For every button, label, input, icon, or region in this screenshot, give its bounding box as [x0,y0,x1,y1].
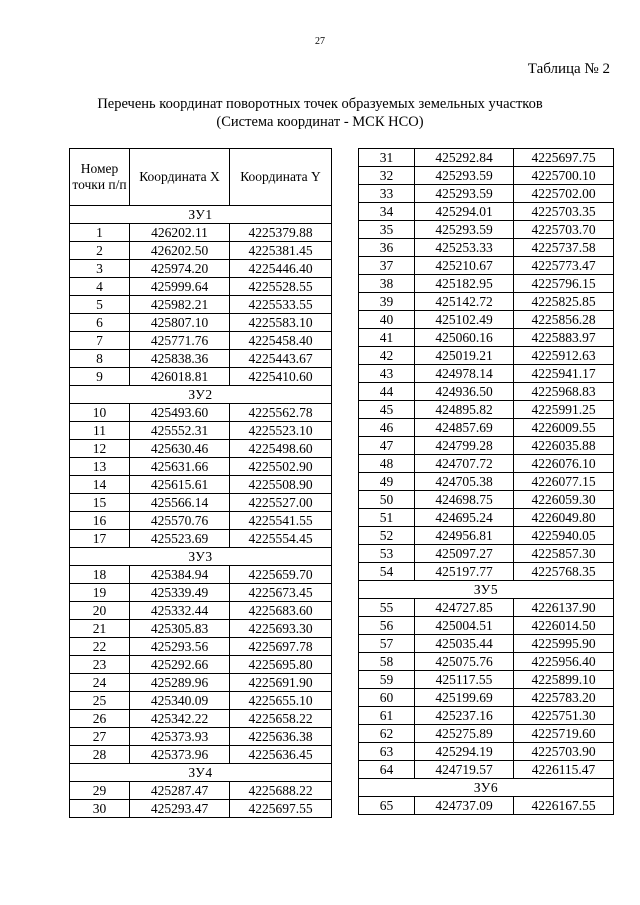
coordinate-x-cell: 425373.96 [130,746,230,764]
point-number-cell: 54 [359,563,415,581]
coordinate-x-cell: 425060.16 [415,329,514,347]
coordinate-x-cell: 425210.67 [415,257,514,275]
point-number-cell: 13 [70,458,130,476]
coordinate-y-cell: 4225773.47 [514,257,614,275]
coordinate-y-cell: 4225523.10 [230,422,332,440]
point-number-cell: 46 [359,419,415,437]
point-number-cell: 53 [359,545,415,563]
coordinate-x-cell: 425019.21 [415,347,514,365]
coordinate-y-cell: 4225751.30 [514,707,614,725]
table-row [359,653,614,671]
coordinate-y-cell: 4225768.35 [514,563,614,581]
coordinate-x-cell: 425293.59 [415,221,514,239]
table-row [359,365,614,383]
table-row [359,203,614,221]
point-number-cell: 1 [70,224,130,242]
table-row [359,563,614,581]
point-number-cell: 11 [70,422,130,440]
table-row [359,239,614,257]
coordinate-y-cell: 4225659.70 [230,566,332,584]
coordinate-y-cell: 4225796.15 [514,275,614,293]
point-number-cell: 8 [70,350,130,368]
page-number: 27 [315,36,325,47]
coordinate-y-cell: 4226014.50 [514,617,614,635]
coordinate-y-cell: 4225583.10 [230,314,332,332]
zone-label: ЗУ5 [359,581,614,599]
zone-header-row [359,581,614,599]
table-row [359,347,614,365]
coordinate-y-cell: 4225508.90 [230,476,332,494]
point-number-cell: 28 [70,746,130,764]
coordinate-x-cell: 425293.59 [415,185,514,203]
point-number-cell: 41 [359,329,415,347]
header-point-number: Номер точки п/п [70,149,130,206]
coordinate-y-cell: 4225700.10 [514,167,614,185]
table-header-row [70,149,332,206]
coordinate-x-cell: 425566.14 [130,494,230,512]
coordinate-y-cell: 4225688.22 [230,782,332,800]
table-row [70,800,332,818]
coordinate-y-cell: 4226077.15 [514,473,614,491]
table-row [70,332,332,350]
table-row [70,368,332,386]
point-number-cell: 26 [70,710,130,728]
coordinate-y-cell: 4226035.88 [514,437,614,455]
point-number-cell: 55 [359,599,415,617]
coordinate-y-cell: 4225703.35 [514,203,614,221]
point-number-cell: 18 [70,566,130,584]
zone-header-row [359,779,614,797]
point-number-cell: 50 [359,491,415,509]
point-number-cell: 36 [359,239,415,257]
point-number-cell: 42 [359,347,415,365]
table-row [359,185,614,203]
point-number-cell: 15 [70,494,130,512]
table-row [70,296,332,314]
table-row [359,293,614,311]
table-row [70,566,332,584]
table-row [70,476,332,494]
point-number-cell: 61 [359,707,415,725]
point-number-cell: 45 [359,401,415,419]
point-number-cell: 63 [359,743,415,761]
point-number-cell: 59 [359,671,415,689]
point-number-cell: 48 [359,455,415,473]
zone-header-row [70,548,332,566]
coordinate-y-cell: 4226009.55 [514,419,614,437]
coordinate-x-cell: 426202.50 [130,242,230,260]
title-line-1: Перечень координат поворотных точек образуемых земельных участков [97,96,543,112]
coordinate-x-cell: 425631.66 [130,458,230,476]
table-row [359,671,614,689]
zone-label: ЗУ2 [70,386,332,404]
table-row [70,710,332,728]
coordinate-x-cell: 425294.01 [415,203,514,221]
coordinate-y-cell: 4225527.00 [230,494,332,512]
coordinate-y-cell: 4225533.55 [230,296,332,314]
point-number-cell: 47 [359,437,415,455]
point-number-cell: 9 [70,368,130,386]
coordinate-y-cell: 4225703.90 [514,743,614,761]
table-row [359,545,614,563]
coordinate-x-cell: 425197.77 [415,563,514,581]
coordinate-x-cell: 425630.46 [130,440,230,458]
table-row [70,656,332,674]
coordinate-x-cell: 424705.38 [415,473,514,491]
point-number-cell: 30 [70,800,130,818]
point-number-cell: 38 [359,275,415,293]
point-number-cell: 51 [359,509,415,527]
point-number-cell: 39 [359,293,415,311]
coordinate-x-cell: 425142.72 [415,293,514,311]
table-row [359,329,614,347]
coordinate-x-cell: 425293.56 [130,638,230,656]
coordinate-y-cell: 4225883.97 [514,329,614,347]
coordinate-x-cell: 425340.09 [130,692,230,710]
table-row [359,599,614,617]
table-row [70,494,332,512]
coordinate-y-cell: 4225697.55 [230,800,332,818]
coordinate-x-cell: 425974.20 [130,260,230,278]
table-row [70,458,332,476]
coordinate-x-cell: 425807.10 [130,314,230,332]
point-number-cell: 44 [359,383,415,401]
point-number-cell: 25 [70,692,130,710]
coordinate-x-cell: 424698.75 [415,491,514,509]
point-number-cell: 52 [359,527,415,545]
point-number-cell: 27 [70,728,130,746]
table-row [359,401,614,419]
point-number-cell: 29 [70,782,130,800]
table-row [359,761,614,779]
table-row [70,782,332,800]
point-number-cell: 6 [70,314,130,332]
coordinate-y-cell: 4225940.05 [514,527,614,545]
table-row [359,221,614,239]
point-number-cell: 62 [359,725,415,743]
coordinate-x-cell: 425004.51 [415,617,514,635]
point-number-cell: 57 [359,635,415,653]
document-title [0,95,640,131]
coordinate-x-cell: 425275.89 [415,725,514,743]
coordinate-y-cell: 4225502.90 [230,458,332,476]
table-row [70,602,332,620]
coordinate-x-cell: 424737.09 [415,797,514,815]
coordinate-y-cell: 4225381.45 [230,242,332,260]
table-row [70,638,332,656]
point-number-cell: 34 [359,203,415,221]
table-row [70,746,332,764]
coordinate-x-cell: 425182.95 [415,275,514,293]
table-row [359,455,614,473]
coordinate-y-cell: 4225703.70 [514,221,614,239]
point-number-cell: 37 [359,257,415,275]
coordinate-y-cell: 4225673.45 [230,584,332,602]
coordinate-y-cell: 4225991.25 [514,401,614,419]
table-row [70,584,332,602]
coordinate-x-cell: 425253.33 [415,239,514,257]
coordinate-x-cell: 425332.44 [130,602,230,620]
coordinate-x-cell: 424719.57 [415,761,514,779]
table-row [359,491,614,509]
table-label: Таблица № 2 [527,61,610,77]
coordinates-table-right [358,148,614,815]
coordinate-x-cell: 425293.47 [130,800,230,818]
coordinate-y-cell: 4225695.80 [230,656,332,674]
table-row [70,674,332,692]
table-row [359,149,614,167]
point-number-cell: 49 [359,473,415,491]
coordinate-y-cell: 4225697.78 [230,638,332,656]
table-row [70,350,332,368]
coordinate-y-cell: 4225693.30 [230,620,332,638]
point-number-cell: 35 [359,221,415,239]
coordinate-x-cell: 425570.76 [130,512,230,530]
coordinate-y-cell: 4225968.83 [514,383,614,401]
point-number-cell: 23 [70,656,130,674]
coordinate-y-cell: 4225702.00 [514,185,614,203]
coordinate-x-cell: 425982.21 [130,296,230,314]
coordinate-y-cell: 4226167.55 [514,797,614,815]
coordinate-y-cell: 4225941.17 [514,365,614,383]
coordinate-x-cell: 424936.50 [415,383,514,401]
coordinates-table-left-body [70,206,332,818]
table-row [359,167,614,185]
coordinate-x-cell: 425493.60 [130,404,230,422]
title-line-2: (Система координат - МСК НСО) [216,114,424,130]
table-row [70,512,332,530]
point-number-cell: 56 [359,617,415,635]
table-row [70,404,332,422]
coordinate-x-cell: 425339.49 [130,584,230,602]
zone-label: ЗУ1 [70,206,332,224]
coordinate-x-cell: 424695.24 [415,509,514,527]
table-row [359,689,614,707]
point-number-cell: 16 [70,512,130,530]
coordinate-x-cell: 425305.83 [130,620,230,638]
coordinate-y-cell: 4225498.60 [230,440,332,458]
header-coordinate-x: Координата X [130,149,230,206]
coordinate-y-cell: 4225379.88 [230,224,332,242]
table-row [359,383,614,401]
coordinates-table-left [69,148,332,818]
table-row [70,530,332,548]
coordinate-x-cell: 425287.47 [130,782,230,800]
table-row [359,635,614,653]
coordinate-y-cell: 4226049.80 [514,509,614,527]
table-row [359,617,614,635]
table-row [359,419,614,437]
coordinate-y-cell: 4225719.60 [514,725,614,743]
zone-label: ЗУ6 [359,779,614,797]
coordinate-x-cell: 426018.81 [130,368,230,386]
point-number-cell: 33 [359,185,415,203]
coordinate-x-cell: 425102.49 [415,311,514,329]
coordinate-y-cell: 4225899.10 [514,671,614,689]
table-row [70,260,332,278]
coordinate-x-cell: 424956.81 [415,527,514,545]
coordinate-x-cell: 425237.16 [415,707,514,725]
coordinate-x-cell: 425289.96 [130,674,230,692]
coordinate-y-cell: 4225562.78 [230,404,332,422]
point-number-cell: 43 [359,365,415,383]
coordinate-x-cell: 425523.69 [130,530,230,548]
coordinate-x-cell: 425199.69 [415,689,514,707]
point-number-cell: 19 [70,584,130,602]
table-row [70,620,332,638]
point-number-cell: 2 [70,242,130,260]
coordinate-y-cell: 4226137.90 [514,599,614,617]
coordinate-y-cell: 4226115.47 [514,761,614,779]
coordinate-y-cell: 4225691.90 [230,674,332,692]
coordinate-y-cell: 4225856.28 [514,311,614,329]
coordinate-y-cell: 4225443.67 [230,350,332,368]
coordinate-x-cell: 425117.55 [415,671,514,689]
point-number-cell: 60 [359,689,415,707]
coordinate-x-cell: 424707.72 [415,455,514,473]
point-number-cell: 7 [70,332,130,350]
point-number-cell: 24 [70,674,130,692]
coordinate-x-cell: 425075.76 [415,653,514,671]
zone-header-row [70,764,332,782]
point-number-cell: 31 [359,149,415,167]
point-number-cell: 65 [359,797,415,815]
table-row [70,278,332,296]
coordinate-x-cell: 425999.64 [130,278,230,296]
coordinate-y-cell: 4225697.75 [514,149,614,167]
header-coordinate-y: Координата Y [230,149,332,206]
coordinate-x-cell: 425293.59 [415,167,514,185]
table-row [359,509,614,527]
table-row [359,797,614,815]
coordinate-x-cell: 425373.93 [130,728,230,746]
table-row [359,743,614,761]
coordinate-y-cell: 4225636.38 [230,728,332,746]
coordinate-x-cell: 425552.31 [130,422,230,440]
coordinate-y-cell: 4225410.60 [230,368,332,386]
zone-label: ЗУ3 [70,548,332,566]
table-row [70,242,332,260]
coordinate-x-cell: 426202.11 [130,224,230,242]
coordinate-x-cell: 425838.36 [130,350,230,368]
coordinate-y-cell: 4225857.30 [514,545,614,563]
point-number-cell: 58 [359,653,415,671]
coordinate-y-cell: 4225458.40 [230,332,332,350]
table-row [359,275,614,293]
coordinate-y-cell: 4225655.10 [230,692,332,710]
table-row [359,473,614,491]
coordinate-y-cell: 4225956.40 [514,653,614,671]
coordinate-y-cell: 4225995.90 [514,635,614,653]
coordinate-x-cell: 424895.82 [415,401,514,419]
coordinate-x-cell: 425292.84 [415,149,514,167]
coordinate-x-cell: 424799.28 [415,437,514,455]
coordinate-x-cell: 424727.85 [415,599,514,617]
zone-header-row [70,206,332,224]
coordinate-x-cell: 425771.76 [130,332,230,350]
coordinate-x-cell: 425342.22 [130,710,230,728]
coordinate-y-cell: 4225912.63 [514,347,614,365]
point-number-cell: 12 [70,440,130,458]
point-number-cell: 5 [70,296,130,314]
coordinate-y-cell: 4225541.55 [230,512,332,530]
coordinate-x-cell: 425035.44 [415,635,514,653]
coordinate-y-cell: 4225658.22 [230,710,332,728]
point-number-cell: 22 [70,638,130,656]
table-row [359,707,614,725]
coordinate-x-cell: 425384.94 [130,566,230,584]
coordinate-y-cell: 4226076.10 [514,455,614,473]
point-number-cell: 64 [359,761,415,779]
table-row [70,422,332,440]
point-number-cell: 10 [70,404,130,422]
coordinate-y-cell: 4225554.45 [230,530,332,548]
zone-header-row [70,386,332,404]
point-number-cell: 21 [70,620,130,638]
coordinate-x-cell: 425615.61 [130,476,230,494]
coordinate-x-cell: 425294.19 [415,743,514,761]
coordinate-y-cell: 4225528.55 [230,278,332,296]
point-number-cell: 40 [359,311,415,329]
coordinate-y-cell: 4226059.30 [514,491,614,509]
coordinates-table-right-body [359,149,614,815]
table-row [359,725,614,743]
coordinate-x-cell: 425097.27 [415,545,514,563]
table-row [70,314,332,332]
table-row [359,257,614,275]
table-row [70,440,332,458]
coordinate-y-cell: 4225683.60 [230,602,332,620]
point-number-cell: 4 [70,278,130,296]
point-number-cell: 32 [359,167,415,185]
coordinate-y-cell: 4225636.45 [230,746,332,764]
coordinate-x-cell: 424978.14 [415,365,514,383]
point-number-cell: 20 [70,602,130,620]
coordinate-y-cell: 4225446.40 [230,260,332,278]
point-number-cell: 3 [70,260,130,278]
point-number-cell: 17 [70,530,130,548]
table-row [70,224,332,242]
coordinate-x-cell: 424857.69 [415,419,514,437]
table-row [359,311,614,329]
coordinate-x-cell: 425292.66 [130,656,230,674]
table-row [359,527,614,545]
table-row [359,437,614,455]
zone-label: ЗУ4 [70,764,332,782]
coordinate-y-cell: 4225783.20 [514,689,614,707]
table-row [70,728,332,746]
coordinate-y-cell: 4225825.85 [514,293,614,311]
table-row [70,692,332,710]
point-number-cell: 14 [70,476,130,494]
coordinate-y-cell: 4225737.58 [514,239,614,257]
